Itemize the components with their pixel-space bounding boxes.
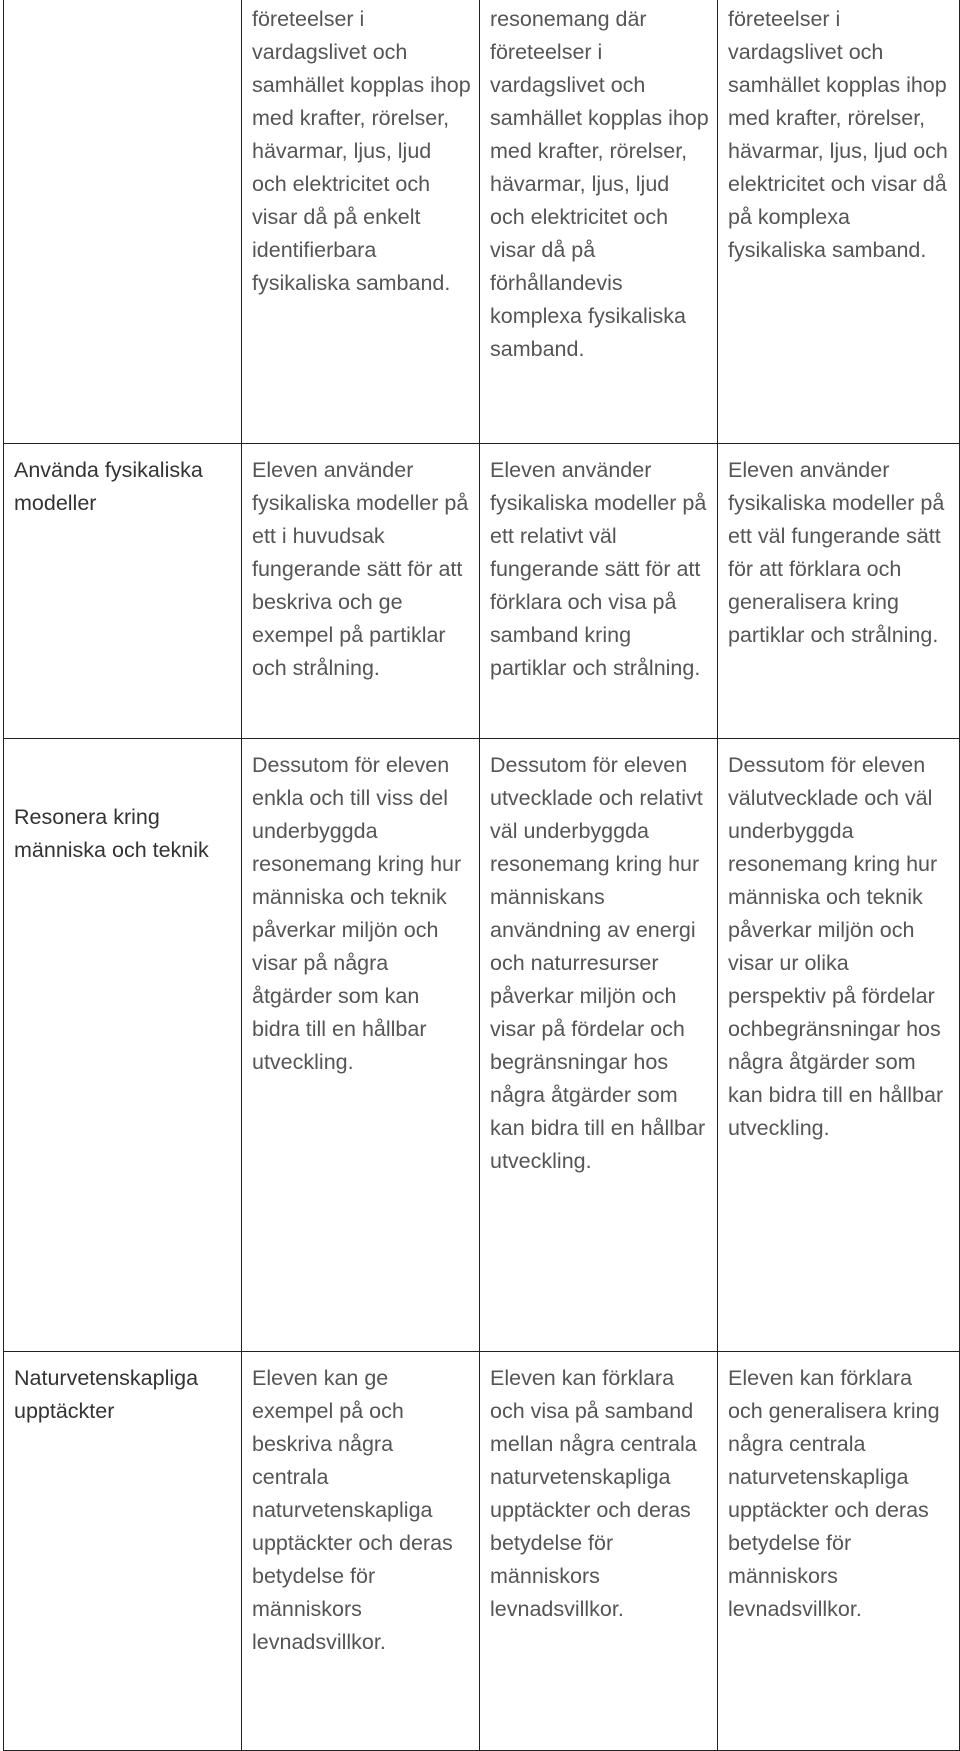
- row-label-cell: Resonera kring människa och teknik: [4, 739, 242, 1352]
- criteria-cell-c: resonemang där företeelser i vardagslivet och samhället kopplas ihop med krafter, rörelser, hävarmar, ljus, ljud och elektricitet och visar då på förhållandevis komplexa fysikaliska samband.: [480, 0, 718, 444]
- criteria-cell-a: Eleven kan förklara och generalisera kring några centrala naturvetenskapliga upptäckter och deras betydelse för människors levnadsvillkor.: [718, 1352, 960, 1751]
- criteria-cell-c: Dessutom för eleven utvecklade och relativt väl underbyggda resonemang kring hur människans användning av energi och naturresurser påverkar miljön och visar på fördelar och begränsningar hos några åtgärder som kan bidra till en hållbar utveckling.: [480, 739, 718, 1352]
- table-row: [4, 1352, 960, 1751]
- criteria-cell-c: Eleven kan förklara och visa på samband mellan några centrala naturvetenskapliga upptäckter och deras betydelse för människors levnadsvillkor.: [480, 1352, 718, 1751]
- criteria-cell-e: Eleven använder fysikaliska modeller på ett i huvudsak fungerande sätt för att beskriva och ge exempel på partiklar och strålning.: [242, 444, 480, 739]
- row-label-cell: Använda fysikaliska modeller: [4, 444, 242, 739]
- criteria-cell-a: företeelser i vardagslivet och samhället kopplas ihop med krafter, rörelser, hävarmar, ljus, ljud och elektricitet och visar då på komplexa fysikaliska samband.: [718, 0, 960, 444]
- criteria-cell-c: Eleven använder fysikaliska modeller på ett relativt väl fungerande sätt för att förklara och visa på samband kring partiklar och strålning.: [480, 444, 718, 739]
- criteria-cell-a: Eleven använder fysikaliska modeller på ett väl fungerande sätt för att förklara och generalisera kring partiklar och strålning.: [718, 444, 960, 739]
- row-label-cell: [4, 0, 242, 444]
- assessment-matrix-table: [3, 0, 960, 1751]
- criteria-cell-e: Dessutom för eleven enkla och till viss del underbyggda resonemang kring hur människa och teknik påverkar miljön och visar på några åtgärder som kan bidra till en hållbar utveckling.: [242, 739, 480, 1352]
- criteria-cell-e: företeelser i vardagslivet och samhället kopplas ihop med krafter, rörelser, hävarmar, ljus, ljud och elektricitet och visar då på enkelt identifierbara fysikaliska samband.: [242, 0, 480, 444]
- table-row: [4, 739, 960, 1352]
- table-row: [4, 444, 960, 739]
- criteria-cell-e: Eleven kan ge exempel på och beskriva några centrala naturvetenskapliga upptäckter och deras betydelse för människors levnadsvillkor.: [242, 1352, 480, 1751]
- row-label-cell: Naturvetenskapliga upptäckter: [4, 1352, 242, 1751]
- table-row: [4, 0, 960, 444]
- criteria-cell-a: Dessutom för eleven välutvecklade och väl underbyggda resonemang kring hur människa och teknik påverkar miljön och visar ur olika perspektiv på fördelar ochbegränsningar hos några åtgärder som kan bidra till en hållbar utveckling.: [718, 739, 960, 1352]
